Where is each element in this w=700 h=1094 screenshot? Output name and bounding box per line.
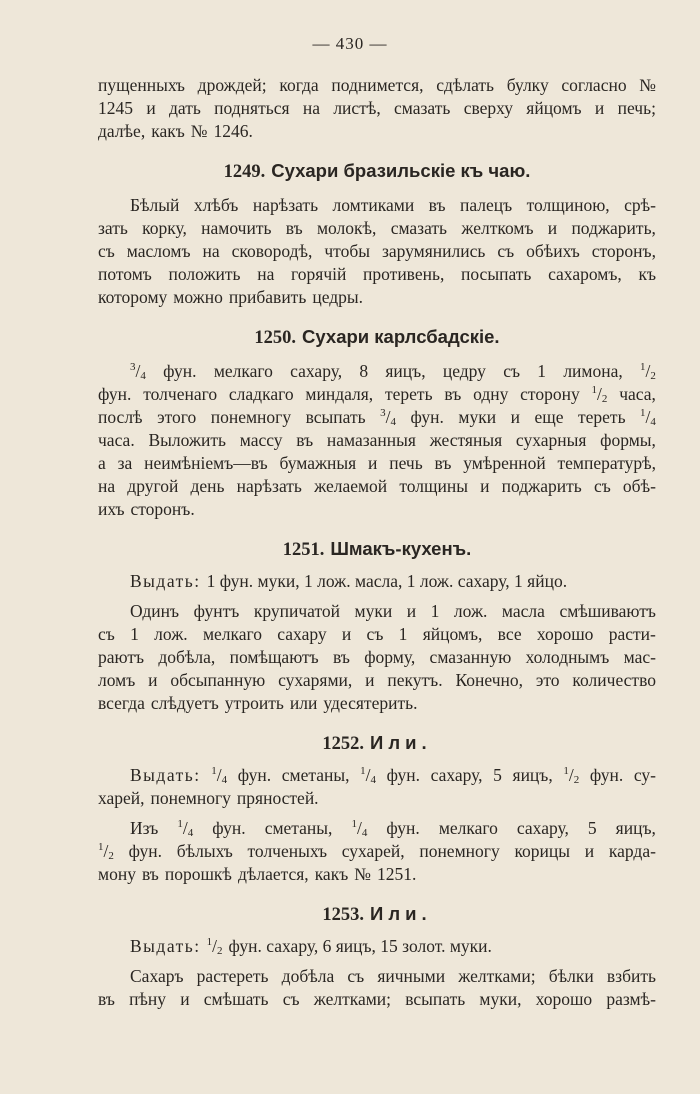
word: сухарныя	[515, 430, 587, 450]
yield-text: 1 фун. муки, 1 лож. масла, 1 лож. сахару, 1 яйцо.	[206, 571, 568, 591]
recipe-title: Сухари бразильскіе къ чаю.	[271, 160, 531, 181]
text-line	[98, 383, 656, 406]
word: зать	[98, 218, 128, 238]
word: Одинъ	[130, 601, 180, 621]
word: фун.	[163, 361, 197, 381]
fraction: $^1/_2$	[98, 841, 114, 862]
word: положить	[168, 264, 241, 284]
text-line	[98, 623, 656, 646]
word: яйцомъ	[526, 98, 582, 118]
word: одну	[473, 384, 509, 404]
word: прибавить	[228, 287, 307, 307]
text-line	[98, 863, 656, 886]
word: количество	[572, 670, 656, 690]
text-line	[98, 646, 656, 669]
word: муки,	[479, 989, 522, 1009]
word: 1251.	[376, 864, 417, 884]
word: другой	[127, 476, 179, 496]
word: нарѣзать	[236, 476, 302, 496]
word: карда-	[608, 841, 656, 861]
word: 1	[537, 361, 547, 381]
word: палецъ	[459, 195, 513, 215]
word: холоднымъ	[525, 647, 610, 667]
word: цедры.	[312, 287, 364, 307]
word: бумажныя	[279, 453, 357, 473]
word: Бѣлый	[130, 195, 180, 215]
word: яичными	[377, 966, 446, 986]
word: печь;	[617, 98, 656, 118]
word: понемногу	[210, 407, 292, 427]
word: толченаго	[143, 384, 218, 404]
text-line	[98, 787, 656, 810]
word: съ	[98, 624, 115, 644]
word: чтобы	[324, 241, 370, 261]
word: съ	[503, 361, 521, 381]
word: какъ	[314, 864, 349, 884]
recipe-title: Сухари карлсбадскіе.	[302, 326, 500, 347]
word: яицъ,	[615, 818, 656, 838]
word: утроить	[224, 693, 284, 713]
word: мелкаго	[438, 818, 498, 838]
word: муки	[354, 601, 393, 621]
word: сахару,	[430, 765, 483, 785]
word: горячій	[291, 264, 347, 284]
word: сухарей,	[341, 841, 405, 861]
word: 8	[359, 361, 369, 381]
word: которому	[98, 287, 168, 307]
word: на	[202, 241, 220, 261]
word: смазанную	[429, 647, 512, 667]
recipe-number: 1252.	[322, 734, 365, 754]
word: ломъ	[98, 670, 136, 690]
word: обсыпанную	[170, 670, 266, 690]
word: сметаны,	[281, 765, 350, 785]
word: №	[190, 121, 208, 141]
word: пряностей.	[236, 788, 319, 808]
word: желтками;	[458, 966, 536, 986]
word: посыпать	[461, 264, 532, 284]
word: массу	[239, 430, 283, 450]
word: пекутъ.	[387, 670, 443, 690]
recipe-body-1253	[98, 965, 656, 1011]
recipe-body-1252	[98, 817, 656, 886]
word: добѣла	[281, 966, 335, 986]
word: фун.	[212, 818, 246, 838]
word: пѣну	[129, 989, 167, 1009]
word: смѣшиваютъ	[559, 601, 656, 621]
word: удесятерить.	[323, 693, 418, 713]
word: мону	[98, 864, 136, 884]
yield-label: Выдать:	[130, 765, 201, 785]
word: сахару	[277, 624, 327, 644]
word: потомъ	[98, 264, 152, 284]
recipe-body-1249	[98, 194, 656, 309]
word: цедру	[442, 361, 486, 381]
word: дрождей;	[197, 75, 267, 95]
word: фун.	[128, 841, 163, 861]
text-line	[98, 429, 656, 452]
word: желтками;	[313, 989, 392, 1009]
word: намочить	[201, 218, 272, 238]
word: толщины	[399, 476, 468, 496]
word: часа.	[98, 430, 135, 450]
word: 1	[430, 601, 440, 621]
word: №	[639, 75, 656, 95]
text-line	[98, 452, 656, 475]
text-words: фун. сахару, 6 яицъ, 15 золот. муки.	[228, 936, 492, 956]
word: сдѣлать	[436, 75, 495, 95]
word: сухарями,	[278, 670, 353, 690]
word: въ	[434, 453, 452, 473]
text-line	[98, 263, 656, 286]
word: срѣ-	[624, 195, 656, 215]
word: сахару,	[290, 361, 343, 381]
word: понемногу	[419, 841, 500, 861]
word: на	[302, 98, 320, 118]
fraction: $^1/_2$	[591, 384, 608, 405]
word: размѣ-	[606, 989, 656, 1009]
page-number: — 430 —	[312, 34, 388, 53]
word: всыпать	[405, 989, 466, 1009]
word: далѣе,	[98, 121, 146, 141]
word: Конечно,	[455, 670, 524, 690]
yield-label: Выдать:	[130, 936, 201, 956]
word: и	[368, 453, 378, 473]
fraction: $^1/_4$	[177, 818, 194, 839]
word: еще	[534, 407, 564, 427]
word: поджарить	[501, 476, 582, 496]
word: въ	[141, 864, 159, 884]
text-line	[98, 817, 656, 840]
word: Выложить	[148, 430, 226, 450]
word: и	[547, 218, 558, 238]
word: слѣдуетъ	[150, 693, 219, 713]
word: масломъ	[126, 241, 191, 261]
fraction: $^1/_4$	[640, 407, 656, 428]
word: мелкаго	[213, 361, 273, 381]
recipe-number: 1253.	[322, 905, 365, 925]
word: листѣ,	[333, 98, 381, 118]
text-line	[98, 965, 656, 988]
word: растереть	[196, 966, 269, 986]
word: зарумянились	[381, 241, 486, 261]
word: хорошо	[535, 989, 593, 1009]
word: 1	[130, 624, 139, 644]
word: фун.	[410, 407, 444, 427]
word: порошкѣ	[164, 864, 232, 884]
text-line	[98, 194, 656, 217]
word: фунтъ	[193, 601, 240, 621]
recipe-heading-1249	[98, 159, 656, 183]
word: добѣла,	[158, 647, 216, 667]
word: харей,	[98, 788, 145, 808]
yield-label: Выдать:	[130, 571, 201, 591]
word: день	[190, 476, 225, 496]
text-line	[98, 498, 656, 521]
word: сахаромъ,	[548, 264, 622, 284]
text-line	[98, 286, 656, 309]
word: корку,	[142, 218, 187, 238]
fraction: $^3/_4$	[130, 361, 146, 382]
recipe-number: 1251.	[282, 540, 325, 560]
word: сторону	[520, 384, 580, 404]
word: и	[365, 670, 375, 690]
word: взбить	[606, 966, 656, 986]
word: фун.	[98, 384, 132, 404]
word: поднимется,	[331, 75, 424, 95]
recipe-title: Или.	[370, 903, 432, 924]
recipe-number: 1249.	[223, 162, 266, 182]
word: съ	[347, 966, 365, 986]
word: и	[594, 98, 605, 118]
word: крупичатой	[253, 601, 340, 621]
word: тереть	[577, 407, 626, 427]
word: тереть	[385, 384, 433, 404]
word: булку	[506, 75, 549, 95]
word: какъ	[151, 121, 185, 141]
word: а	[98, 453, 106, 473]
text-words: часа,	[619, 384, 656, 404]
word: мас-	[623, 647, 656, 667]
word: фун.	[386, 765, 420, 785]
word: дать	[169, 98, 201, 118]
word: лимона,	[563, 361, 623, 381]
word: молокѣ,	[316, 218, 377, 238]
text-line	[98, 97, 656, 120]
text-line	[98, 120, 656, 143]
fraction: $^1/_2$	[640, 361, 656, 382]
word: бѣлыхъ	[176, 841, 233, 861]
page-text	[98, 74, 656, 1011]
word: раютъ	[98, 647, 145, 667]
word: противень,	[363, 264, 445, 284]
word: температурѣ,	[557, 453, 656, 473]
recipe-heading-1252	[98, 731, 656, 755]
word: и	[341, 624, 352, 644]
word: въ	[98, 989, 115, 1009]
yield-line	[98, 764, 656, 787]
word: и	[510, 407, 520, 427]
text-line	[98, 692, 656, 715]
word: хлѣбъ	[193, 195, 239, 215]
word: печь	[389, 453, 423, 473]
word: миндаля,	[305, 384, 374, 404]
word: обѣ-	[622, 476, 656, 496]
word: желткомъ	[461, 218, 534, 238]
word: къ	[638, 264, 656, 284]
word: лож.	[453, 601, 488, 621]
text-line	[98, 74, 656, 97]
word: форму,	[364, 647, 416, 667]
word: нарѣзать	[252, 195, 319, 215]
word: въ	[333, 647, 350, 667]
word: масла	[501, 601, 545, 621]
recipe-heading-1251	[98, 537, 656, 561]
recipe-heading-1250	[98, 325, 656, 349]
word: съ	[98, 241, 115, 261]
word: 1	[398, 624, 408, 644]
word: яицъ,	[512, 765, 553, 785]
word: сахару,	[516, 818, 569, 838]
word: пущенныхъ	[98, 75, 185, 95]
yield-line	[98, 935, 656, 958]
word: №	[354, 864, 371, 884]
word: за	[117, 453, 133, 473]
word: смѣшать	[203, 989, 269, 1009]
intro-paragraph	[98, 74, 656, 143]
text-line	[98, 840, 656, 863]
word: лож.	[154, 624, 188, 644]
word: мелкаго	[202, 624, 263, 644]
word: дѣлается,	[237, 864, 309, 884]
word: неимѣніемъ—въ	[144, 453, 268, 473]
word: жестяныя	[429, 430, 503, 450]
text-line	[98, 669, 656, 692]
word: хорошо	[536, 624, 594, 644]
word: бѣлки	[548, 966, 594, 986]
word: или	[289, 693, 318, 713]
word: смазать	[390, 218, 448, 238]
word: это	[535, 670, 560, 690]
word: понемногу	[150, 788, 231, 808]
word: и	[584, 841, 595, 861]
fraction: $^1/_4$	[211, 765, 228, 786]
word: обѣихъ	[526, 241, 580, 261]
word: съ	[593, 476, 611, 496]
word: су-	[633, 765, 656, 785]
word: расти-	[608, 624, 656, 644]
fraction: $^3/_4$	[380, 407, 396, 428]
recipe-title: Или.	[370, 732, 432, 753]
word: яйцомъ,	[422, 624, 483, 644]
fraction: $^1/_2$	[206, 936, 223, 957]
word: въ	[444, 384, 462, 404]
word: и	[148, 670, 158, 690]
word: фун.	[589, 765, 624, 785]
text-words: Изъ	[130, 818, 159, 838]
word: яицъ,	[385, 361, 426, 381]
word: и	[406, 601, 417, 621]
word: формы,	[600, 430, 656, 450]
word: ломтиками	[332, 195, 415, 215]
word: 5	[493, 765, 502, 785]
word: съ	[497, 241, 515, 261]
word: муки	[458, 407, 497, 427]
word: толченыхъ	[247, 841, 328, 861]
word: сверху	[463, 98, 513, 118]
recipe-number: 1250.	[254, 328, 297, 348]
word: ихъ	[98, 499, 125, 519]
word: согласно	[561, 75, 627, 95]
word: и	[180, 989, 190, 1009]
recipe-heading-1253	[98, 902, 656, 926]
word: толщиною,	[526, 195, 610, 215]
word: поджарить,	[571, 218, 656, 238]
word: фун.	[237, 765, 272, 785]
word: подняться	[214, 98, 290, 118]
word: сторонъ.	[130, 499, 195, 519]
word: помѣщаютъ	[229, 647, 319, 667]
text-line	[98, 217, 656, 240]
word: всегда	[98, 693, 145, 713]
word: всыпать	[305, 407, 366, 427]
word: въ	[285, 218, 303, 238]
word: смазать	[394, 98, 451, 118]
word: и	[146, 98, 156, 118]
text-line	[98, 240, 656, 263]
word: 5	[587, 818, 597, 838]
text-line	[98, 988, 656, 1011]
word: и	[480, 476, 490, 496]
yield-1252	[98, 764, 656, 810]
text-line	[98, 475, 656, 498]
word: 1245	[98, 98, 133, 118]
word: на	[257, 264, 275, 284]
text-line	[98, 360, 656, 383]
word: сторонъ,	[591, 241, 656, 261]
word: Сахаръ	[130, 966, 184, 986]
word: умѣренной	[463, 453, 546, 473]
word: корицы	[514, 841, 571, 861]
word: все	[497, 624, 522, 644]
text-line	[98, 406, 656, 429]
word: съ	[282, 989, 300, 1009]
recipe-title: Шмакъ-кухенъ.	[330, 538, 472, 559]
word: сладкаго	[228, 384, 294, 404]
word: 1246.	[213, 121, 253, 141]
word: фун.	[386, 818, 420, 838]
text-line	[98, 600, 656, 623]
recipe-body-1250	[98, 360, 656, 521]
word: съ	[366, 624, 384, 644]
fraction: $^1/_2$	[563, 765, 580, 786]
word: можно	[173, 287, 223, 307]
word: сковородѣ,	[231, 241, 313, 261]
word: этого	[157, 407, 197, 427]
word: на	[98, 476, 116, 496]
word: желаемой	[314, 476, 388, 496]
word: въ	[428, 195, 446, 215]
fraction: $^1/_4$	[360, 765, 376, 786]
word: когда	[279, 75, 319, 95]
word: намазанныя	[326, 430, 416, 450]
word: сметаны,	[264, 818, 333, 838]
word: въ	[296, 430, 314, 450]
yield-line	[98, 570, 656, 593]
fraction: $^1/_4$	[351, 818, 368, 839]
word: послѣ	[98, 407, 143, 427]
recipe-body-1251	[98, 600, 656, 715]
